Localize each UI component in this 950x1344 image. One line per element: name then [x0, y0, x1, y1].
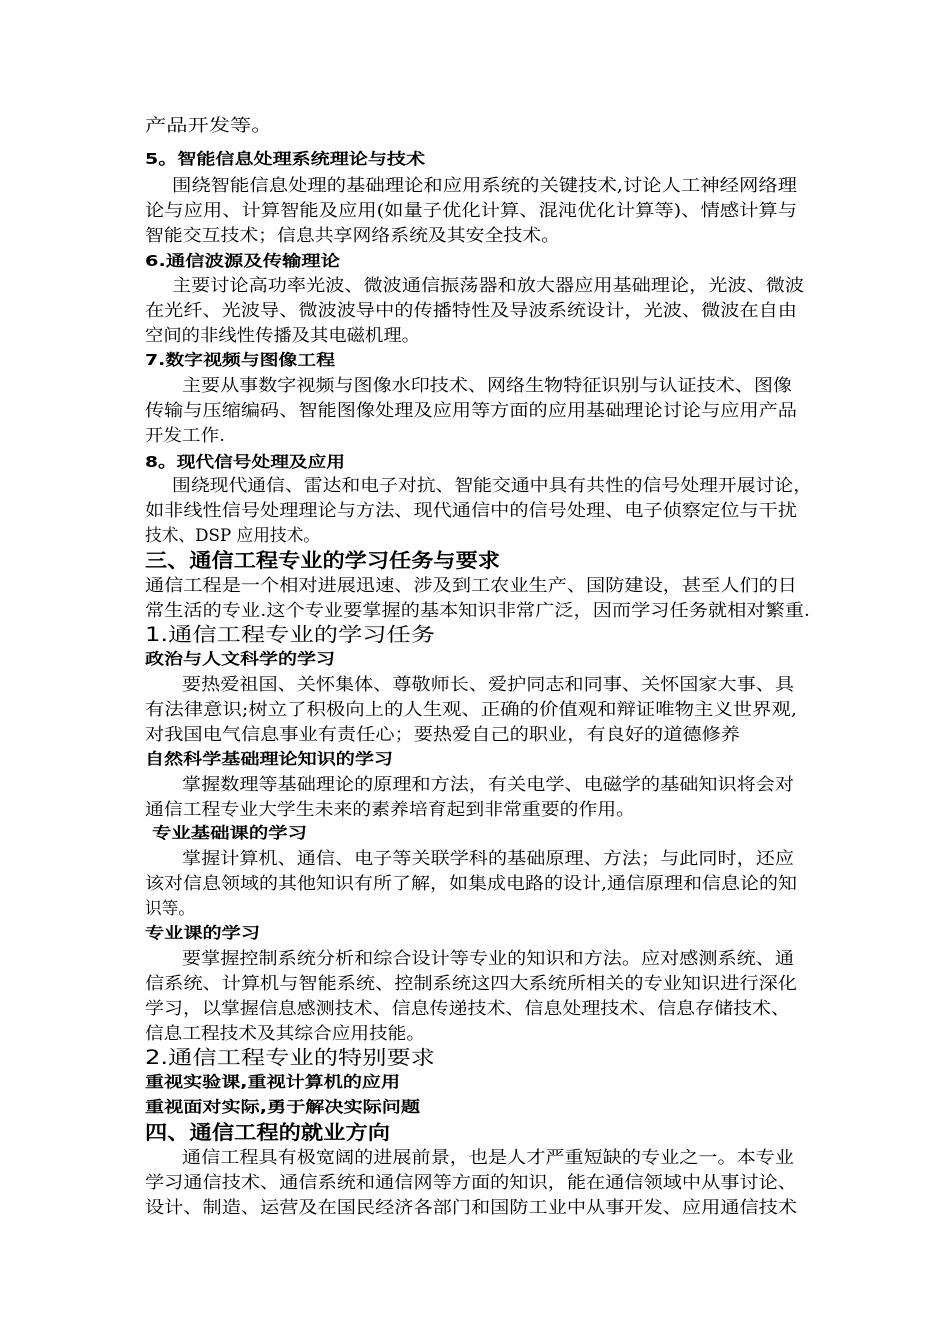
- paragraph-line: 掌握数理等基础理论的原理和方法，有关电学、电磁学的基础知识将会对: [182, 775, 794, 795]
- paragraph-line: 常生活的专业.这个专业要掌握的基本知识非常广泛，因而学习任务就相对繁重.: [145, 601, 811, 621]
- paragraph-line: 产品开发等。: [145, 116, 273, 136]
- subsection-heading: 政治与人文科学的学习: [145, 650, 336, 668]
- subsection-heading: 自然科学基础理论知识的学习: [145, 750, 394, 768]
- paragraph-line: 围绕现代通信、雷达和电子对抗、智能交通中具有共性的信号处理开展讨论，: [172, 476, 813, 496]
- paragraph-line: 在光纤、光波导、微波波导中的传播特性及导波系统设计，光波、微波在自由: [145, 301, 797, 321]
- paragraph-line: 通信工程具有极宽阔的进展前景，也是人才严重短缺的专业之一。本专业: [182, 1148, 794, 1168]
- subsection-heading: 5。智能信息处理系统理论与技术: [145, 150, 426, 168]
- paragraph-line: 技术、DSP 应用技术。: [145, 526, 321, 546]
- paragraph-line: 识等。: [145, 899, 196, 919]
- paragraph-line: 通信工程专业大学生未来的素养培育起到非常重要的作用。: [145, 800, 636, 820]
- paragraph-line: 信息工程技术及其综合应用技能。: [145, 1024, 425, 1044]
- paragraph-line: 论与应用、计算智能及应用(如量子优化计算、混沌优化计算等)、情感计算与: [145, 201, 798, 221]
- paragraph-line: 如非线性信号处理理论与方法、现代通信中的信号处理、电子侦察定位与干扰: [145, 501, 797, 521]
- paragraph-line: 学习通信技术、通信系统和通信网等方面的知识，能在通信领域中从事讨论、: [145, 1173, 797, 1193]
- paragraph-line: 有法律意识;树立了积极向上的人生观、正确的价值观和辩证唯物主义世界观,: [145, 700, 798, 720]
- paragraph-line: 主要从事数字视频与图像水印技术、网络生物特征识别与认证技术、图像: [182, 376, 792, 396]
- paragraph-line: 要掌握控制系统分析和综合设计等专业的知识和方法。应对感测系统、通: [182, 949, 794, 969]
- subsection-heading: 8。现代信号处理及应用: [145, 453, 346, 471]
- paragraph-line: 设计、制造、运营及在国民经济各部门和国防工业中从事开发、应用通信技术: [145, 1198, 797, 1218]
- paragraph-line: 信系统、计算机与智能系统、控制系统这四大系统所相关的专业知识进行深化: [145, 974, 797, 994]
- subsection-heading: 重视实验课,重视计算机的应用: [145, 1073, 401, 1091]
- paragraph-line: 空间的非线性传播及其电磁机理。: [145, 326, 420, 346]
- paragraph-line: 主要讨论高功率光波、微波通信振荡器和放大器应用基础理论，光波、微波: [172, 276, 805, 296]
- subsection-heading: 6.通信波源及传输理论: [145, 252, 341, 270]
- paragraph-line: 智能交互技术；信息共享网络系统及其安全技术。: [145, 226, 560, 246]
- paragraph-line: 掌握计算机、通信、电子等关联学科的基础原理、方法；与此同时，还应: [182, 849, 794, 869]
- section-heading: 三、通信工程专业的学习任务与要求: [145, 549, 501, 572]
- paragraph-line: 通信工程是一个相对进展迅速、涉及到工农业生产、国防建设，甚至人们的日: [145, 576, 797, 596]
- subsection-heading: 重视面对实际,勇于解决实际问题: [145, 1098, 421, 1116]
- subsection-heading: 7.数字视频与图像工程: [145, 351, 336, 369]
- subsection-heading: 专业课的学习: [145, 924, 261, 942]
- subsection-heading: 专业基础课的学习: [152, 824, 308, 842]
- paragraph-line: 要热爱祖国、关怀集体、尊敬师长、爱护同志和同事、关怀国家大事、具: [182, 675, 794, 695]
- section-heading: 1.通信工程专业的学习任务: [145, 623, 436, 646]
- paragraph-line: 对我国电气信息事业有责任心；要热爱自己的职业，有良好的道德修养: [145, 725, 740, 745]
- section-heading: 四、通信工程的就业方向: [145, 1121, 391, 1144]
- paragraph-line: 传输与压缩编码、智能图像处理及应用等方面的应用基础理论讨论与应用产品: [145, 401, 797, 421]
- paragraph-line: 学习，以掌握信息感测技术、信息传递技术、信息处理技术、信息存储技术、: [145, 999, 790, 1019]
- section-heading: 2.通信工程专业的特别要求: [145, 1046, 436, 1069]
- paragraph-line: 该对信息领域的其他知识有所了解，如集成电路的设计,通信原理和信息论的知: [145, 874, 798, 894]
- paragraph-line: 开发工作.: [145, 426, 226, 446]
- paragraph-line: 围绕智能信息处理的基础理论和应用系统的关键技术,讨论人工神经网络理: [172, 176, 798, 196]
